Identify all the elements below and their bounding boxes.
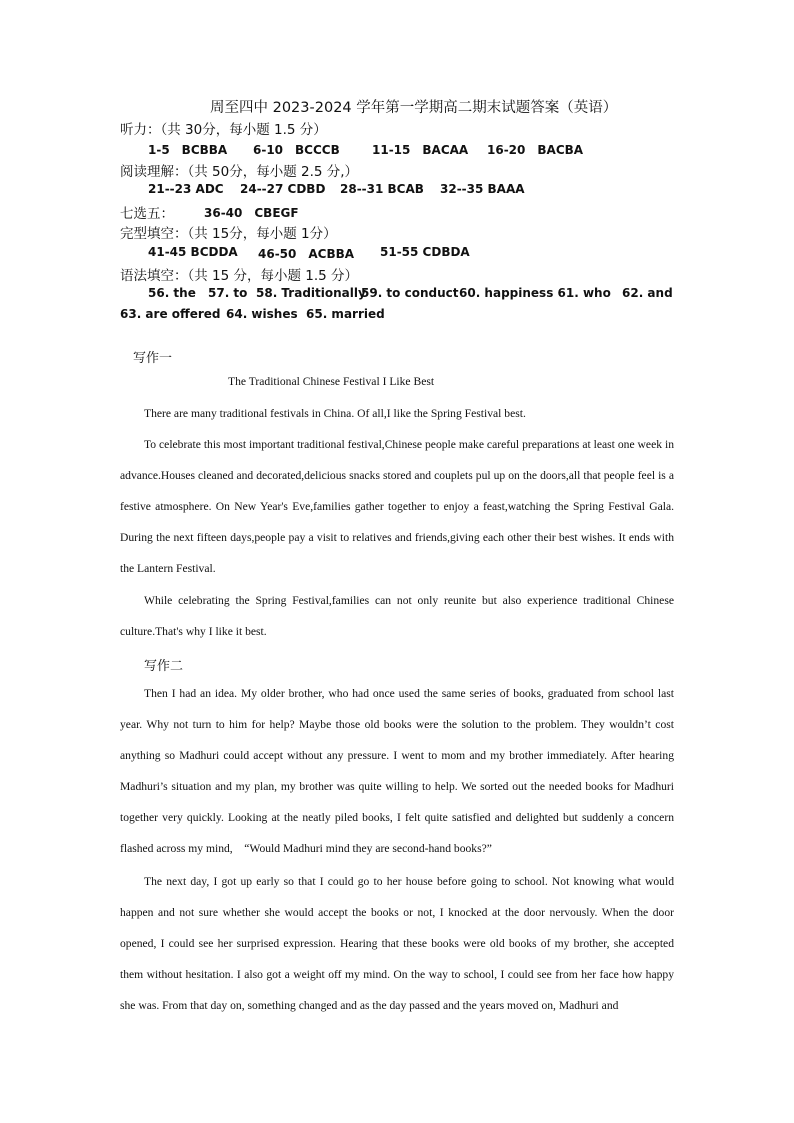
answer-item: 60. happiness 61. who: [459, 286, 611, 300]
answer-item: 57. to: [208, 286, 248, 300]
section-label-reading: 阅读理解：（共 50分，每小题 2.5 分,）: [120, 164, 359, 180]
section-label-listening: 听力：（共 30分，每小题 1.5 分）: [120, 122, 327, 138]
page-title: 周至四中 2023-2024 学年第一学期高二期末试题答案（英语）: [210, 100, 618, 116]
answer-group: 21--23 ADC: [148, 182, 224, 196]
answer-item: 62. and: [622, 286, 673, 300]
answers-cloze: [0, 245, 794, 263]
essay-paragraph: While celebrating the Spring Festival,families can not only reunite but also experience traditional Chinese culture.That's why I like it best.: [120, 594, 674, 638]
answer-item: 58. Traditionally: [256, 286, 366, 300]
answer-group: 46-50 ACBBA: [258, 247, 355, 261]
answer-group: 41-45 BCDDA: [148, 245, 238, 259]
essay-paragraph: To celebrate this most important traditional festival,Chinese people make careful preparations at least one week in advance.Houses cleaned and decorated,delicious snacks stored and couplets pul up on the doors,all that people feel is a festive atmosphere. On New Year's Eve,families gather together to enjoy a feast,watching the Spring Festival Gala. During the next fifteen days,people pay a visit to relatives and friends,giving each other their best wishes. It ends with the Lantern Festival.: [120, 438, 674, 575]
answers-reading: [0, 182, 794, 200]
section-label-seven-five: 七选五：: [120, 206, 174, 222]
answer-item: 63. are offered: [120, 307, 221, 321]
answer-item: 59. to conduct: [361, 286, 459, 300]
section-label-grammar: 语法填空：（共 15 分，每小题 1.5 分）: [120, 268, 359, 284]
answers-grammar-line1: [0, 286, 794, 304]
heading-writing-2: 写作二: [144, 659, 184, 674]
essay-paragraph: Then I had an idea. My older brother, who had once used the same series of books, graduated from school last year. Why not turn to him for help? Maybe those old books were the solution to the problem. They wouldn’t cost anything so Madhuri could accept without any pressure. I went to mom and my brother immediately. After hearing Madhuri’s situation and my plan, my brother was quite willing to help. We sorted out the needed books for Madhuri together very quickly. Looking at the neatly piled books, I felt quite satisfied and delighted but suddenly a concern flashed across my mind, “Would Madhuri mind they are second-hand books?”: [120, 687, 674, 855]
answer-item: 56. the: [148, 286, 196, 300]
essay-paragraph: There are many traditional festivals in China. Of all,I like the Spring Festival best.: [144, 407, 526, 420]
heading-writing-1: 写作一: [133, 351, 173, 366]
answer-group: 6-10 BCCCB: [253, 143, 340, 157]
answer-group: 32--35 BAAA: [440, 182, 525, 196]
answer-group: 16-20 BACBA: [487, 143, 584, 157]
section-label-cloze: 完型填空：（共 15分，每小题 1分）: [120, 226, 337, 242]
essay-title: The Traditional Chinese Festival I Like Best: [228, 375, 435, 388]
answer-item: 64. wishes: [226, 307, 298, 321]
answers-grammar-line2: [0, 307, 794, 325]
answer-item: 65. married: [306, 307, 385, 321]
essay-paragraph: The next day, I got up early so that I could go to her house before going to school. Not knowing what would happen and not sure whether she would accept the books or not, I knocked at the door nervously. When the door opened, I could see her surprised expression. Hearing that these books were old books of my brother, she accepted them without hesitation. I also got a weight off my mind. On the way to school, I could see from her face how happy she was. From that day on, something changed and as the day passed and the years moved on, Madhuri and: [120, 875, 674, 1012]
answers-seven-five: 36-40 CBEGF: [204, 206, 299, 220]
answer-group: 11-15 BACAA: [372, 143, 469, 157]
answers-listening: [0, 141, 794, 159]
answer-group: 28--31 BCAB: [340, 182, 424, 196]
answer-group: 24--27 CDBD: [240, 182, 326, 196]
answer-group: 51-55 CDBDA: [380, 245, 470, 259]
answer-group: 1-5 BCBBA: [148, 143, 228, 157]
